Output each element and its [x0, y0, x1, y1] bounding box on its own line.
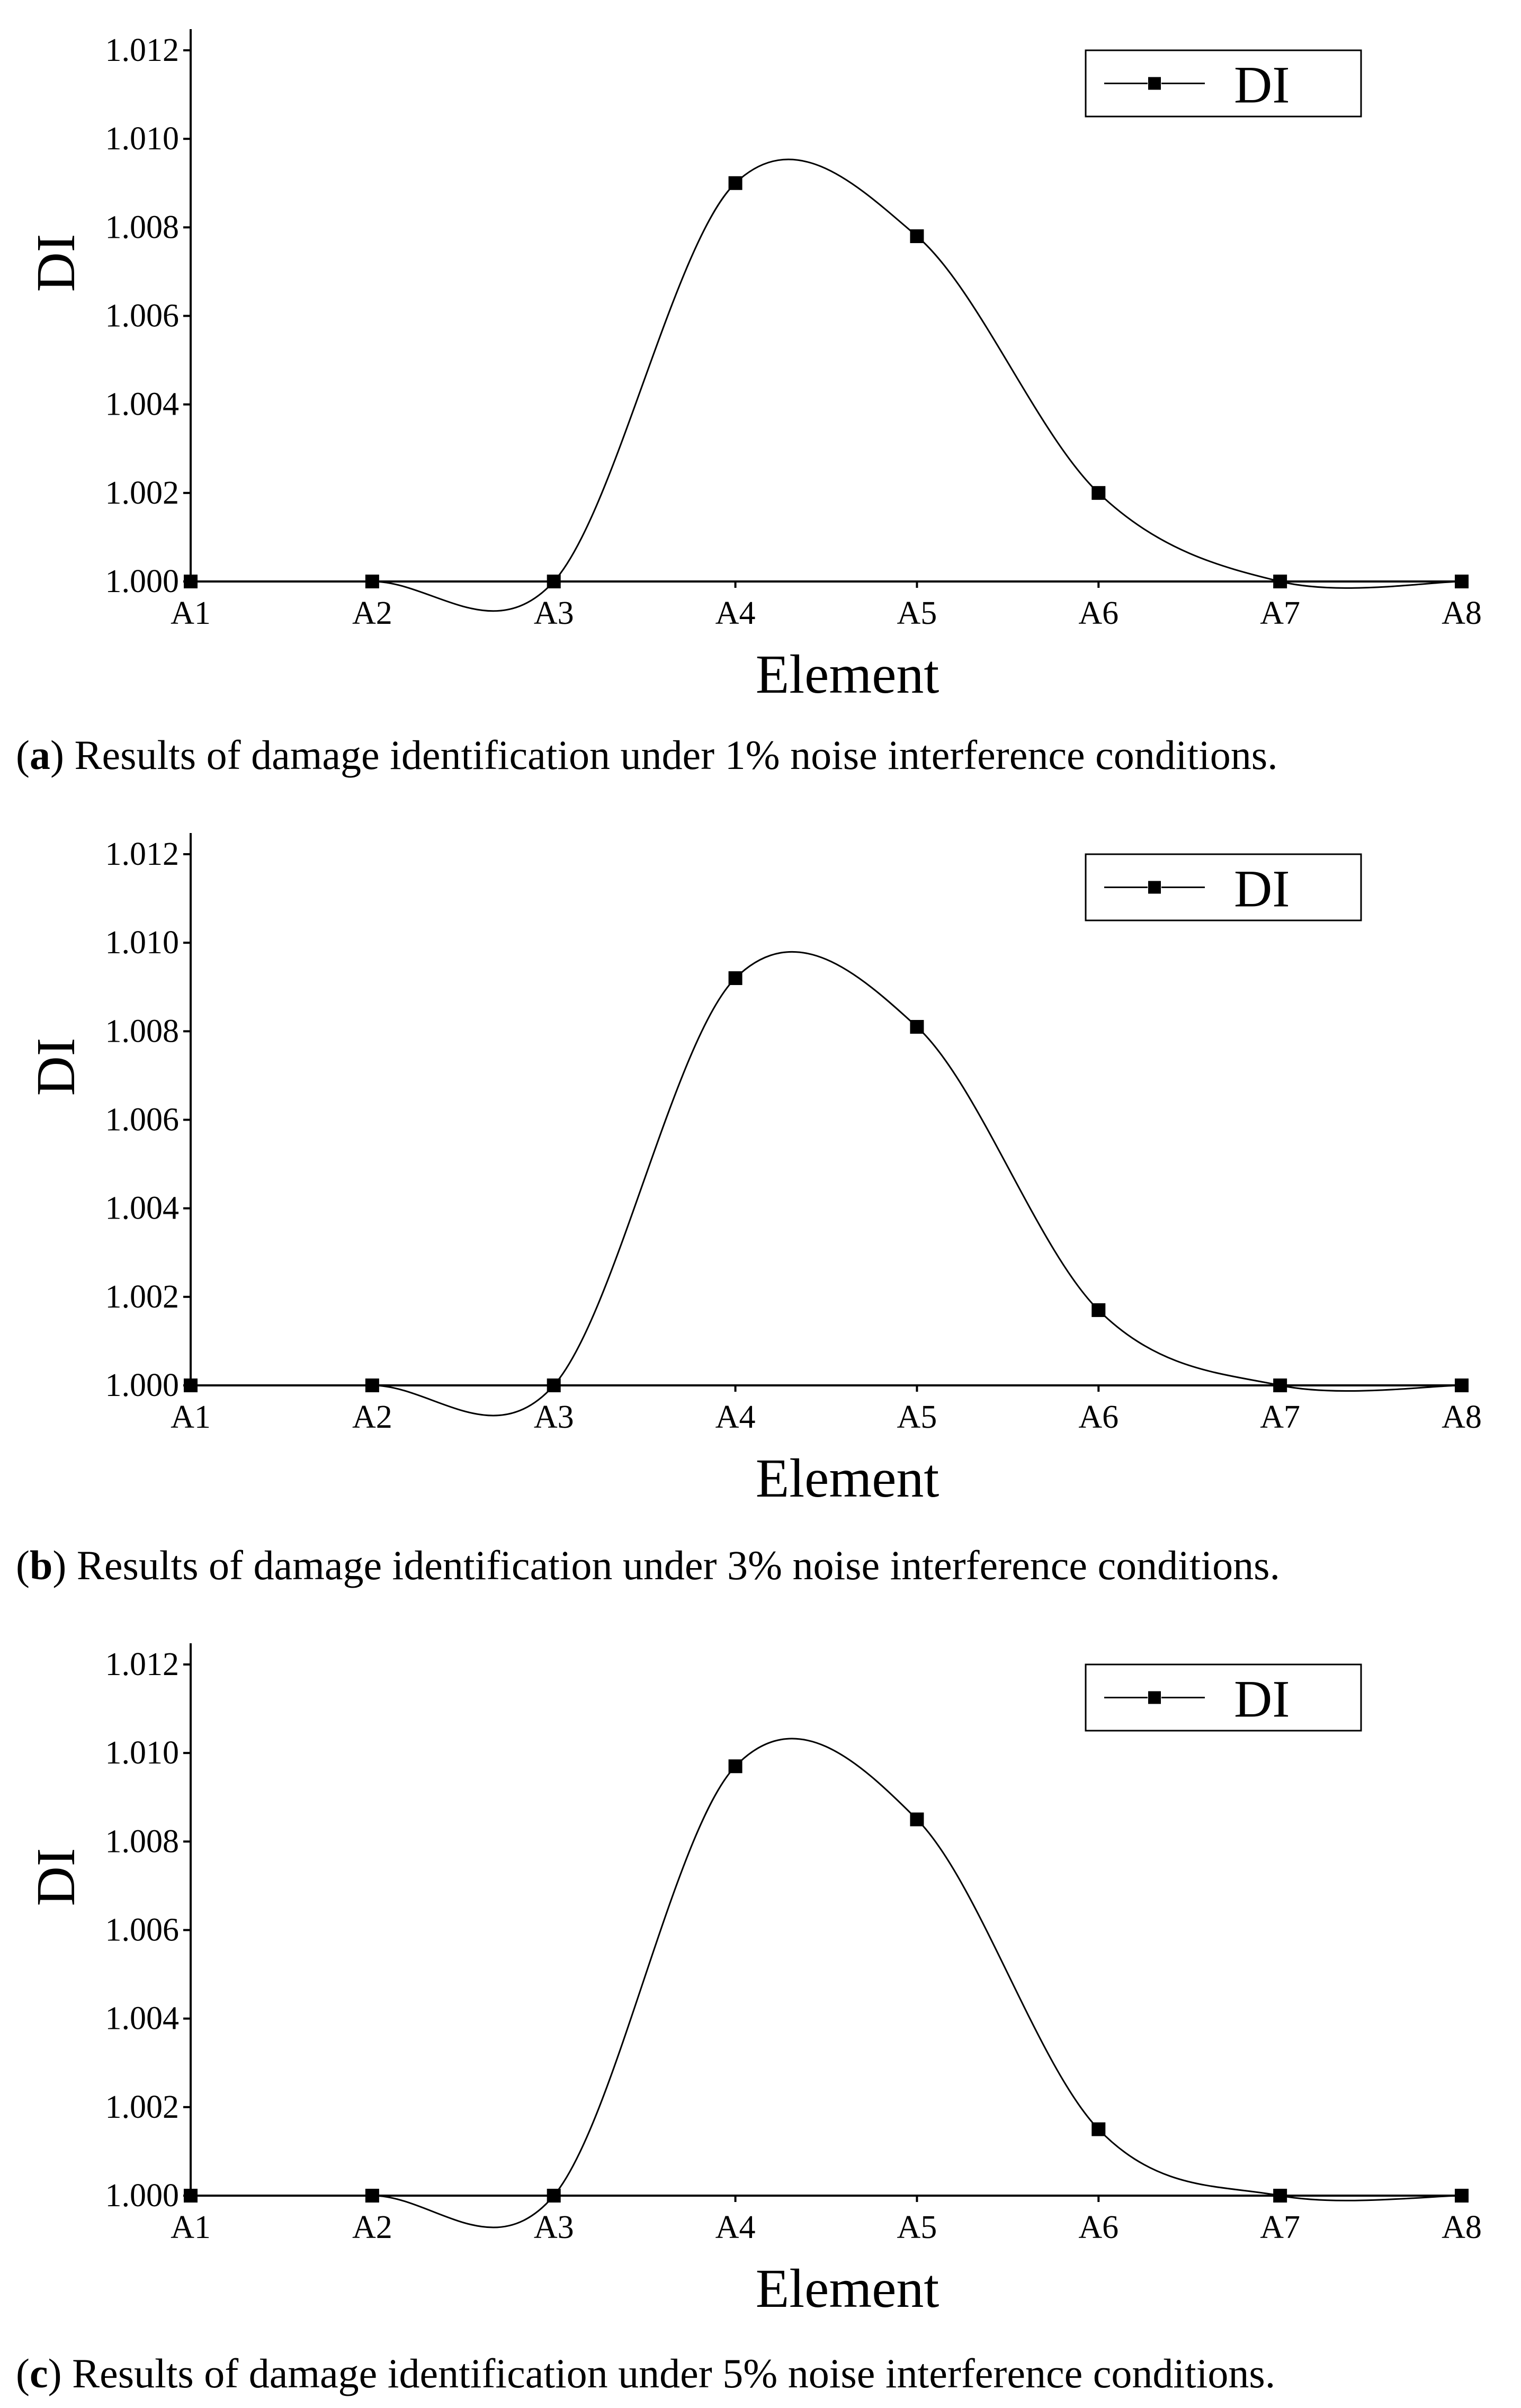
data-point-a5: [910, 1020, 924, 1034]
data-point-a8: [1455, 1378, 1469, 1392]
x-tick-label: A6: [1078, 595, 1119, 631]
series-line-di: [191, 952, 1462, 1416]
x-axis-title: Element: [755, 2258, 940, 2319]
x-tick-label: A1: [171, 1399, 211, 1435]
y-tick-label: 1.002: [105, 475, 179, 511]
data-point-a5: [910, 229, 924, 243]
data-point-a1: [184, 575, 198, 588]
y-tick-label: 1.004: [105, 386, 179, 423]
caption-c: (c) Results of damage identification under 5% noise interference conditions.: [16, 2350, 1276, 2396]
data-point-a1: [184, 2189, 198, 2203]
caption-a: (a) Results of damage identification under 1% noise interference conditions.: [16, 732, 1278, 778]
y-tick-label: 1.000: [105, 2178, 179, 2214]
legend-label: DI: [1234, 1669, 1290, 1729]
data-point-a2: [365, 2189, 379, 2203]
data-point-a1: [184, 1378, 198, 1392]
data-point-a7: [1273, 2189, 1287, 2203]
x-axis-title: Element: [755, 1448, 940, 1509]
x-tick-label: A5: [897, 595, 937, 631]
series-line-di: [191, 1739, 1462, 2227]
chart-a: [0, 0, 1521, 752]
x-tick-label: A4: [715, 595, 756, 631]
y-tick-label: 1.004: [105, 1190, 179, 1227]
y-tick-label: 1.000: [105, 563, 179, 599]
data-point-a7: [1273, 1378, 1287, 1392]
chart-panel-b: [0, 804, 1521, 1614]
legend-marker: [1148, 1691, 1161, 1704]
chart-panel-a: [0, 0, 1521, 794]
data-point-a6: [1091, 1303, 1105, 1317]
y-tick-label: 1.000: [105, 1367, 179, 1403]
x-tick-label: A3: [533, 2209, 574, 2245]
data-point-a7: [1273, 575, 1287, 588]
legend-label: DI: [1234, 55, 1290, 114]
legend-label: DI: [1234, 859, 1290, 918]
y-tick-label: 1.010: [105, 1735, 179, 1771]
data-point-a3: [547, 2189, 561, 2203]
data-point-a5: [910, 1813, 924, 1827]
y-tick-label: 1.008: [105, 1823, 179, 1860]
x-tick-label: A2: [352, 2209, 392, 2245]
y-tick-label: 1.006: [105, 298, 179, 334]
y-tick-label: 1.008: [105, 1013, 179, 1050]
x-tick-label: A7: [1260, 2209, 1301, 2245]
y-tick-label: 1.012: [105, 1646, 179, 1682]
x-tick-label: A8: [1442, 1399, 1482, 1435]
data-point-a2: [365, 575, 379, 588]
x-tick-label: A2: [352, 1399, 392, 1435]
y-tick-label: 1.012: [105, 836, 179, 872]
data-point-a4: [729, 971, 742, 985]
legend-marker: [1148, 77, 1161, 90]
y-tick-label: 1.002: [105, 2089, 179, 2125]
x-tick-label: A6: [1078, 2209, 1119, 2245]
y-tick-label: 1.012: [105, 32, 179, 68]
series-line-di: [191, 159, 1462, 611]
y-tick-label: 1.006: [105, 1912, 179, 1948]
x-tick-label: A4: [715, 2209, 756, 2245]
data-point-a2: [365, 1378, 379, 1392]
x-tick-label: A6: [1078, 1399, 1119, 1435]
y-tick-label: 1.006: [105, 1102, 179, 1138]
y-axis-title: DI: [25, 1848, 86, 1906]
x-axis-title: Element: [755, 644, 940, 705]
y-tick-label: 1.010: [105, 121, 179, 157]
data-point-a3: [547, 575, 561, 588]
data-point-a8: [1455, 2189, 1469, 2203]
x-tick-label: A8: [1442, 2209, 1482, 2245]
y-tick-label: 1.008: [105, 209, 179, 246]
chart-panel-c: [0, 1614, 1521, 2408]
data-point-a4: [729, 176, 742, 190]
x-tick-label: A1: [171, 595, 211, 631]
legend-marker: [1148, 881, 1161, 894]
x-tick-label: A8: [1442, 595, 1482, 631]
data-point-a6: [1091, 486, 1105, 500]
x-tick-label: A5: [897, 2209, 937, 2245]
data-point-a4: [729, 1759, 742, 1773]
x-tick-label: A1: [171, 2209, 211, 2245]
x-tick-label: A7: [1260, 1399, 1301, 1435]
data-point-a3: [547, 1378, 561, 1392]
y-tick-label: 1.002: [105, 1278, 179, 1315]
x-tick-label: A3: [533, 595, 574, 631]
chart-c: [0, 1614, 1521, 2366]
y-axis-title: DI: [25, 1037, 86, 1096]
y-axis-title: DI: [25, 234, 86, 292]
chart-b: [0, 804, 1521, 1556]
x-tick-label: A4: [715, 1399, 756, 1435]
data-point-a8: [1455, 575, 1469, 588]
y-tick-label: 1.010: [105, 925, 179, 961]
x-tick-label: A2: [352, 595, 392, 631]
x-tick-label: A7: [1260, 595, 1301, 631]
data-point-a6: [1091, 2123, 1105, 2136]
y-tick-label: 1.004: [105, 2000, 179, 2037]
caption-b: (b) Results of damage identification under 3% noise interference conditions.: [16, 1542, 1280, 1588]
x-tick-label: A3: [533, 1399, 574, 1435]
x-tick-label: A5: [897, 1399, 937, 1435]
